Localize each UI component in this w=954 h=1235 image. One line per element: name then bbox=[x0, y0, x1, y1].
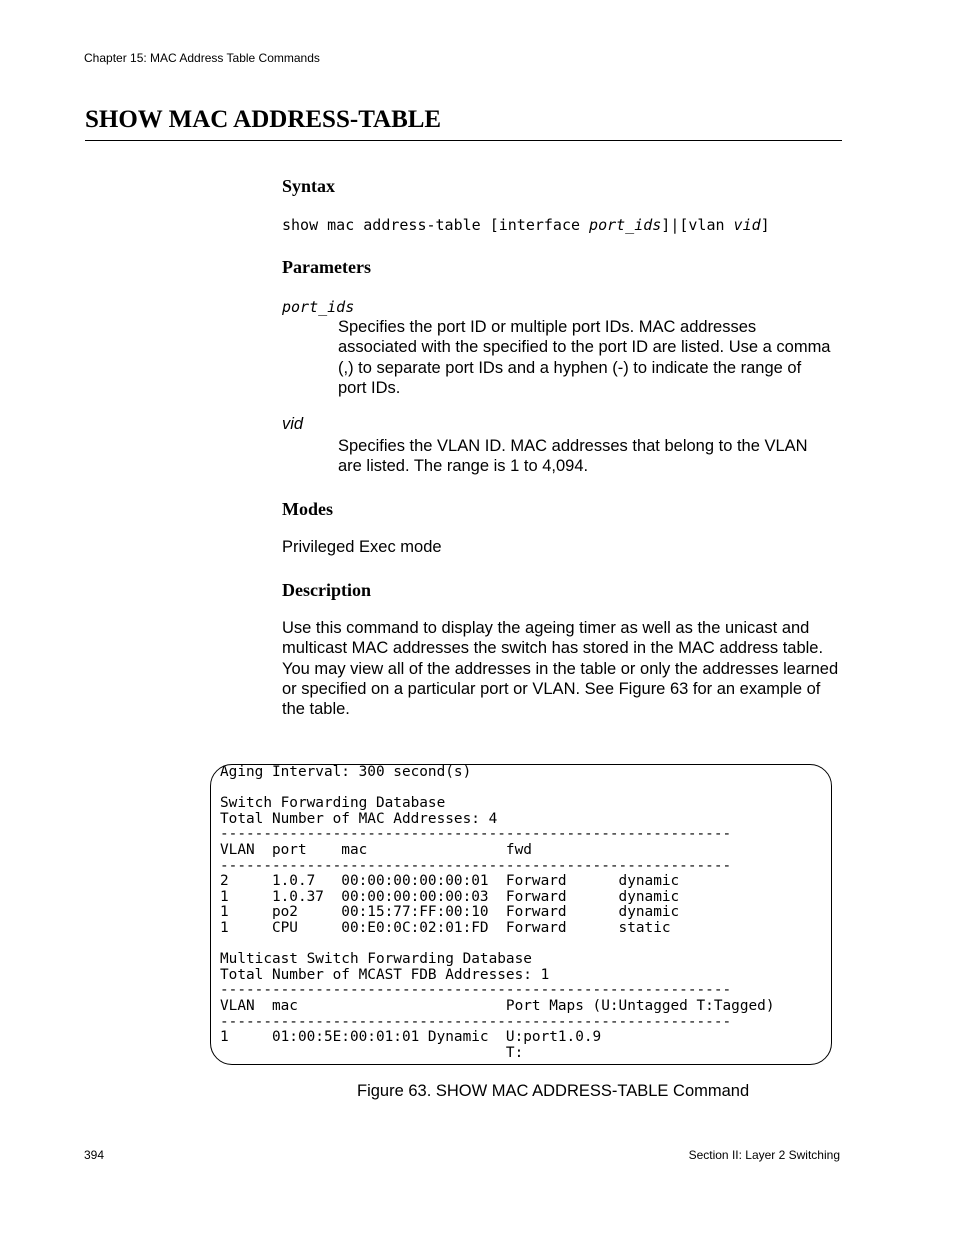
syntax-param-port-ids: port_ids bbox=[589, 216, 662, 234]
page-title: SHOW MAC ADDRESS-TABLE bbox=[85, 106, 442, 133]
chapter-header: Chapter 15: MAC Address Table Commands bbox=[84, 51, 320, 65]
description-heading: Description bbox=[282, 580, 371, 600]
syntax-part: ] bbox=[760, 216, 770, 234]
syntax-part: ]|[vlan bbox=[661, 216, 734, 234]
param-desc-vid: Specifies the VLAN ID. MAC addresses that belong to the VLAN are listed. The range is 1 to 4,094. bbox=[338, 437, 808, 476]
modes-text: Privileged Exec mode bbox=[282, 538, 442, 556]
terminal-output: Aging Interval: 300 second(s) Switch Forwarding Database Total Number of MAC Addresses: 4 ----------------------------------------------------------- VLAN port mac fwd ----------------------------------------------------------- 2 1.0.7 00:00:00:00:00:01 Forward dynamic 1 1.0.37 00:00:00:00:00:03 Forward dynamic 1 po2 00:15:77:FF:00:10 Forward dynamic 1 CPU 00:E0:0C:02:01:FD Forward static Multicast Switch Forwarding Database Total Number of MCAST FDB Addresses: 1 ----------------------------------------------------------- VLAN mac Port Maps (U:Untagged T:Tagged) ----------------------------------------------------------- 1 01:00:5E:00:01:01 Dynamic U:port1.0.9 T: bbox=[220, 764, 775, 1061]
param-name-port-ids: port_ids bbox=[282, 298, 355, 316]
param-desc-port-ids: Specifies the port ID or multiple port IDs. MAC addresses associated with the specified to the port ID are listed. Use a comma (,) to separate port IDs and a hyphen (-) to indicate the range of port IDs. bbox=[338, 318, 831, 397]
syntax-part: show mac address-table [interface bbox=[282, 216, 590, 234]
parameters-heading: Parameters bbox=[282, 257, 371, 277]
syntax-heading: Syntax bbox=[282, 176, 336, 196]
title-rule bbox=[85, 140, 842, 141]
section-footer: Section II: Layer 2 Switching bbox=[688, 1148, 840, 1162]
modes-heading: Modes bbox=[282, 499, 333, 519]
page-number: 394 bbox=[84, 1148, 105, 1162]
syntax-param-vid: vid bbox=[733, 216, 761, 234]
figure-caption: Figure 63. SHOW MAC ADDRESS-TABLE Command bbox=[357, 1082, 750, 1100]
param-name-vid: vid bbox=[282, 415, 304, 433]
description-text: Use this command to display the ageing timer as well as the unicast and multicast MAC addresses the switch has stored in the MAC address table. You may view all of the addresses in the table or only the addresses learned or specified on a particular port or VLAN. See Figure 63 for an example of the table. bbox=[282, 619, 839, 719]
syntax-command bbox=[282, 216, 770, 234]
